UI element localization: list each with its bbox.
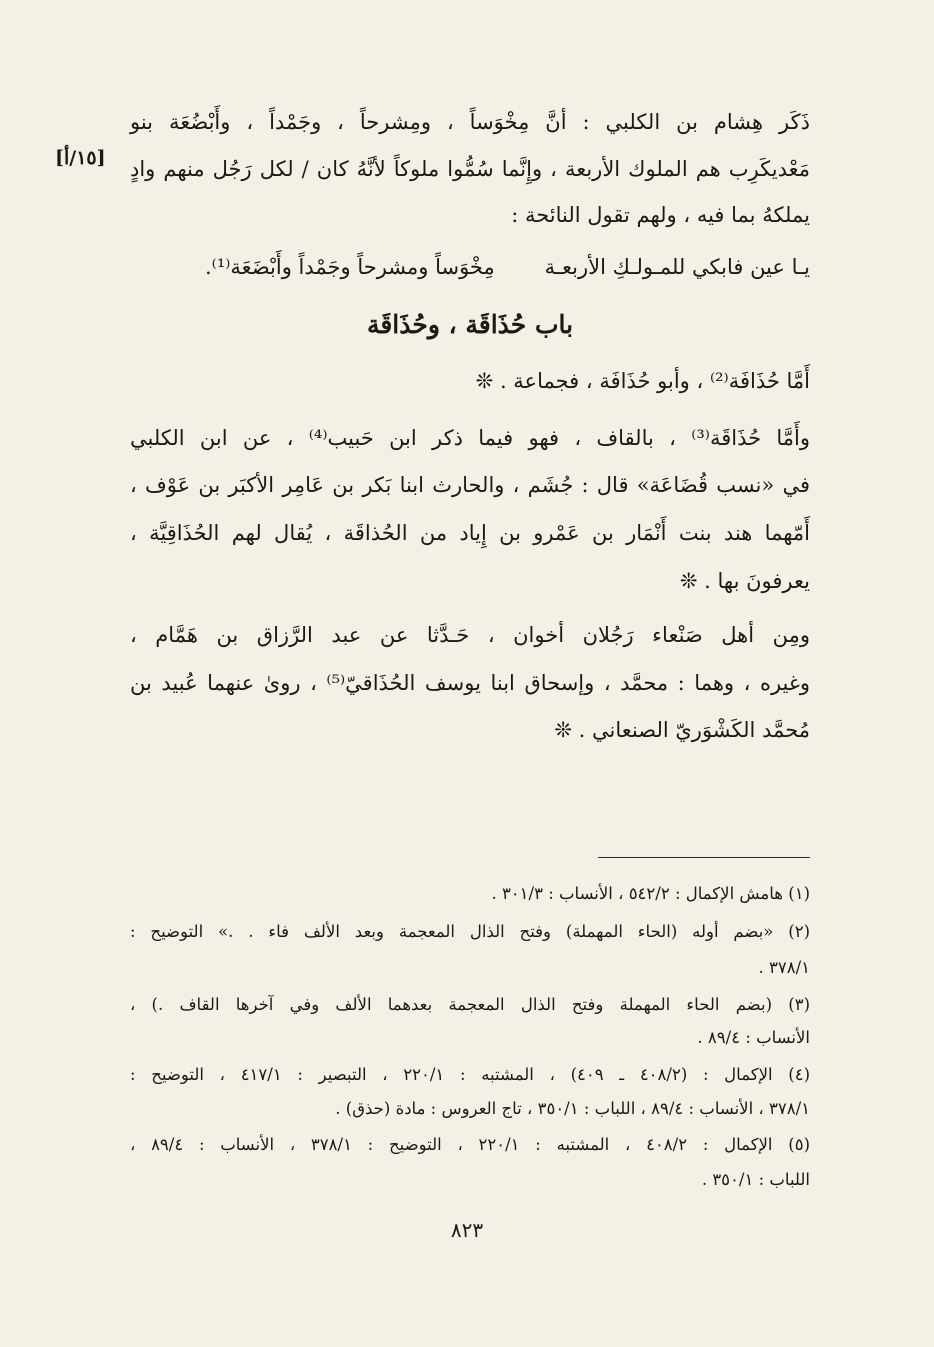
footnote-3-line-2: الأنساب : ٨٩/٤ . [697, 1028, 810, 1047]
paragraph-4-line-2: وغيره ، وهما : محمَّد ، وإسحاق ابنا يوسف الحُذَاقيّ⁽⁵⁾ ، روىٰ عنهما عُبيد بن [130, 671, 810, 695]
margin-folio-reference: [١٥/أ] [55, 147, 106, 169]
paragraph-3-line-1: وأَمَّا حُذَاقَة⁽³⁾ ، بالقاف ، فهو فيما ذكر ابن حَبيب⁽⁴⁾ ، عن ابن الكلبي [130, 426, 810, 450]
section-heading: باب حُذَاقَة ، وحُذَاقَة [366, 310, 574, 339]
paragraph-4-line-1: ومِن أهل صَنْعاء رَجُلان أخوان ، حَـدَّثا عن عبد الرَّزاق بن هَمَّام ، [130, 623, 810, 647]
footnote-3-line-1: (٣) (بضم الحاء المهملة وفتح الذال المعجمة بعدهما الألف وفي آخرها القاف .) ، [130, 995, 810, 1014]
verse-second-hemistich: مِخْوَساً ومشرحاً وجَمْداً وأَبْضَعَة⁽¹⁾. [205, 255, 495, 279]
footnote-separator [598, 857, 810, 858]
paragraph-3-line-4: يعرفونَ بها . ❊ [679, 569, 810, 593]
paragraph-4-line-3: مُحمَّد الكَشْوَريّ الصنعاني . ❊ [554, 718, 810, 742]
footnote-2-line-2: ٣٧٨/١ . [758, 958, 810, 977]
footnote-5-line-2: اللباب : ٣٥٠/١ . [701, 1170, 810, 1189]
verse-first-hemistich: يـا عين فابكي للمـولـكِ الأربعـة [544, 255, 810, 279]
paragraph-1-line-2: مَعْديكَرِب هم الملوك الأربعة ، وإِنَّما سُمُّوا ملوكاً لأنَّهُ كان / لكل رَجُل منهم وادٍ [130, 157, 810, 181]
footnote-5-line-1: (٥) الإكمال : ٤٠٨/٢ ، المشتبه : ٢٢٠/١ ، التوضيح : ٣٧٨/١ ، الأنساب : ٨٩/٤ ، [130, 1135, 810, 1154]
footnote-4-line-1: (٤) الإكمال : (٤٠٨/٢ ـ ٤٠٩) ، المشتبه : ٢٢٠/١ ، التبصير : ٤١٧/١ ، التوضيح : [130, 1065, 811, 1084]
footnote-2-line-1: (٢) «بضم أوله (الحاء المهملة) وفتح الذال المعجمة وبعد الألف فاء . .» التوضيح : [130, 922, 810, 941]
paragraph-3-line-3: أَمّهما هند بنت أَنْمَار بن عَمْرو بن إِياد من الحُذاقَة ، يُقال لهم الحُذَاقِيَّة ، [130, 521, 810, 545]
footnote-1: (١) هامش الإكمال : ٥٤٢/٢ ، الأنساب : ٣٠١/٣ . [491, 884, 810, 903]
paragraph-1-line-3: يملكهُ بما فيه ، ولهم تقول النائحة : [511, 203, 810, 227]
paragraph-3-line-2: في «نسب قُضَاعَة» قال : جُشَم ، والحارث ابنا بَكر بن عَامِر الأكبَر بن عَوْف ، [130, 473, 810, 497]
paragraph-2-line-1: أَمَّا حُذَافَة⁽²⁾ ، وأبو حُذَافَة ، فجماعة . ❊ [475, 369, 810, 393]
page-number: ٨٢٣ [450, 1218, 484, 1242]
paragraph-1-line-1: ذَكَر هِشام بن الكلبي : أنَّ مِخْوَساً ، ومِشرحاً ، وجَمْداً ، وأَبْضُعَة بنو [130, 110, 810, 134]
footnote-4-line-2: ٣٧٨/١ ، الأنساب : ٨٩/٤ ، اللباب : ٣٥٠/١ ، تاج العروس : مادة (حذق) . [335, 1099, 810, 1118]
